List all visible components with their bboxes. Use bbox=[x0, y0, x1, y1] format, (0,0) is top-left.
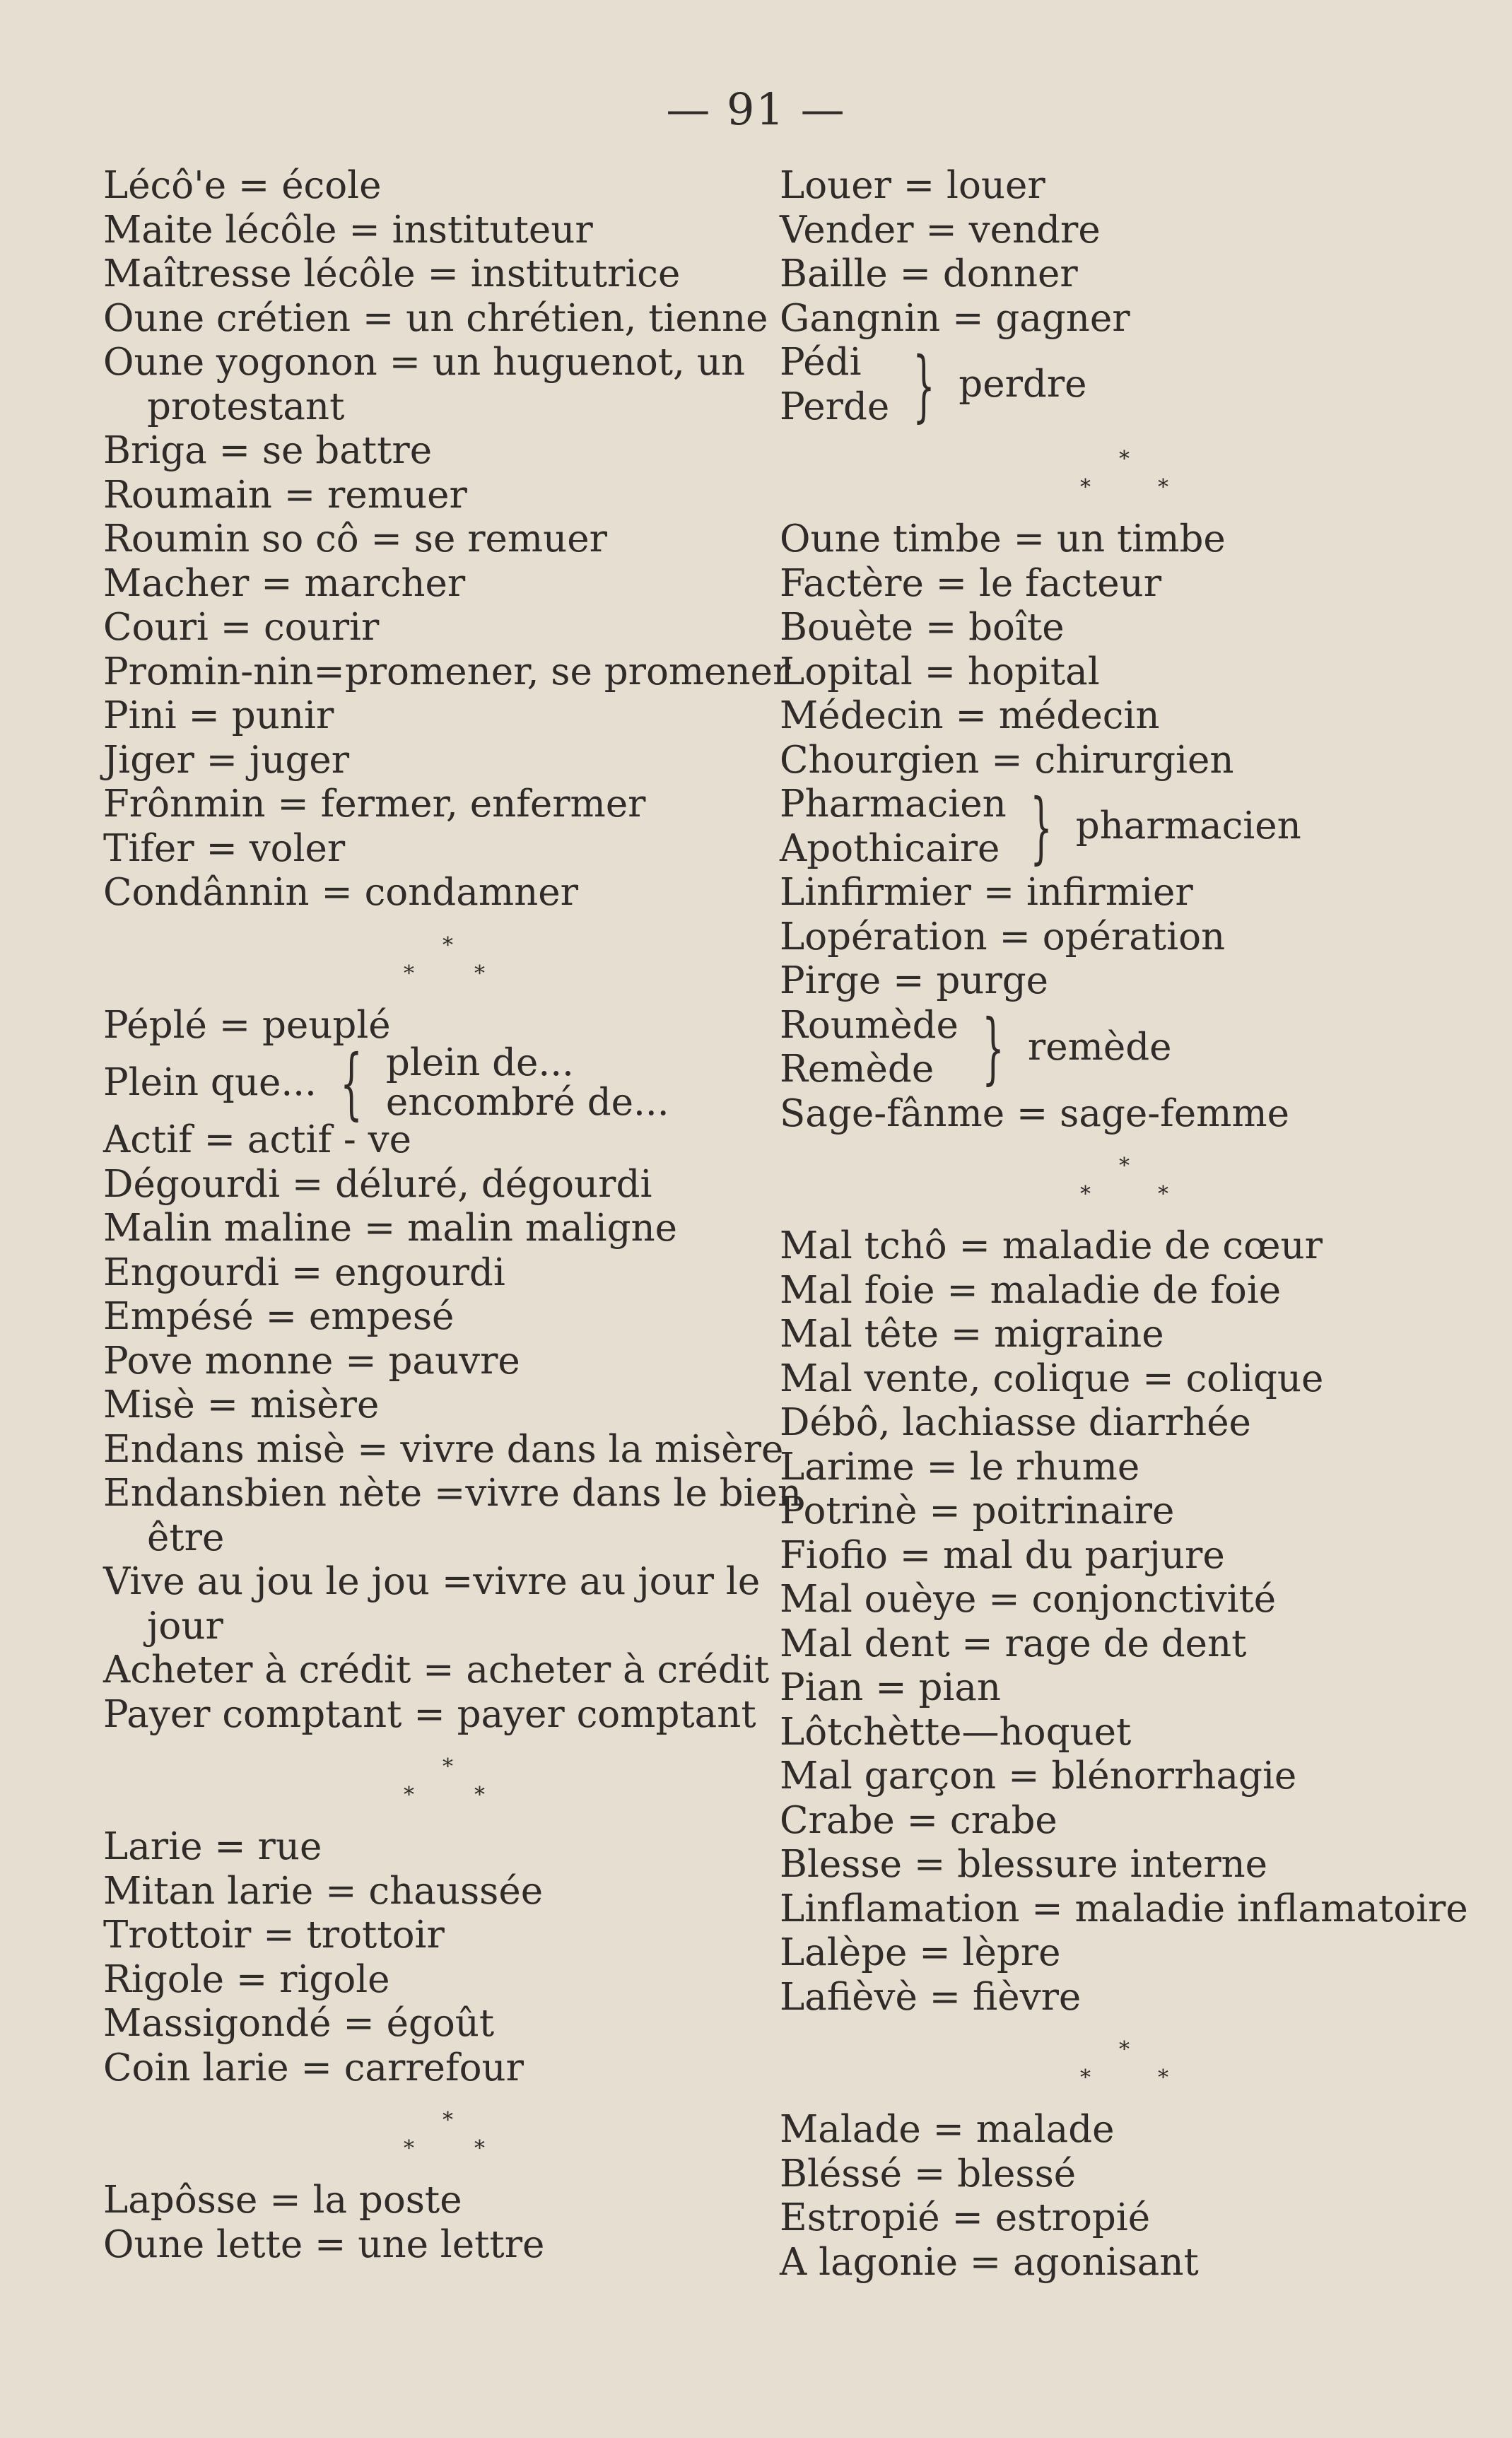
star: * bbox=[404, 961, 414, 986]
star: * bbox=[1119, 2037, 1130, 2062]
entry: Estropié = estropié bbox=[780, 2196, 1151, 2239]
entry: Larime = le rhume bbox=[780, 1445, 1140, 1489]
entry-group bbox=[780, 871, 1487, 1004]
entry: Rigole = rigole bbox=[103, 1957, 390, 2001]
brace-entry bbox=[780, 341, 1487, 429]
entry: Oune timbe = un timbe bbox=[780, 517, 1226, 561]
brace: } bbox=[982, 1002, 1004, 1093]
entry: Oune yogonon = un huguenot, un bbox=[103, 341, 746, 384]
entry: Chourgien = chirurgien bbox=[780, 738, 1234, 782]
entry: Actif = actif - ve bbox=[103, 1118, 411, 1161]
entry: Tifer = voler bbox=[103, 826, 346, 870]
star: * bbox=[443, 2108, 453, 2133]
entry: Vive au jou le jou =vivre au jour le bbox=[103, 1560, 761, 1603]
entry: Oune lette = une lettre bbox=[103, 2222, 545, 2266]
star: * bbox=[1158, 2065, 1168, 2090]
entry-group bbox=[103, 1118, 784, 1472]
entry: Condânnin = condamner bbox=[103, 871, 578, 914]
entry-group bbox=[103, 1648, 770, 1737]
star: * bbox=[1158, 475, 1168, 500]
entry: Gangnin = gagner bbox=[780, 296, 1130, 340]
definition: plein de... bbox=[385, 1041, 574, 1084]
entry: Roumain = remuer bbox=[103, 473, 467, 517]
entry: Coin larie = carrefour bbox=[103, 2046, 524, 2090]
brace-terms bbox=[780, 783, 1007, 871]
definition: perdre bbox=[959, 363, 1087, 406]
entry-continuation: jour bbox=[147, 1604, 223, 1648]
entry: Mal foie = maladie de foie bbox=[780, 1268, 1282, 1312]
star: * bbox=[1158, 1182, 1168, 1207]
entry-term: Perde bbox=[780, 385, 890, 428]
brace-definitions bbox=[386, 1043, 669, 1123]
entry: Pirge = purge bbox=[780, 959, 1049, 1002]
entry-term: Remède bbox=[780, 1048, 934, 1091]
star: * bbox=[1080, 475, 1091, 500]
definition: encombré de... bbox=[385, 1081, 669, 1124]
entry-group bbox=[780, 1224, 1487, 2020]
entry: Dégourdi = déluré, dégourdi bbox=[103, 1162, 652, 1206]
entry: Linflamation = maladie inflamatoire bbox=[780, 1887, 1468, 1930]
entry: Maite lécôle = instituteur bbox=[103, 208, 593, 252]
page-number: — 91 — bbox=[666, 83, 846, 135]
entry-term: Apothicaire bbox=[780, 826, 1000, 870]
entry: Endansbien nète =vivre dans le bien bbox=[103, 1472, 802, 1515]
entry: Mal garçon = blénorrhagie bbox=[780, 1754, 1297, 1798]
entry: Factère = le facteur bbox=[780, 561, 1162, 605]
star: * bbox=[474, 961, 485, 986]
entry: Potrinè = poitrinaire bbox=[780, 1489, 1175, 1532]
entry-group bbox=[103, 429, 791, 915]
star: * bbox=[474, 1783, 485, 1807]
entry: Macher = marcher bbox=[103, 561, 466, 605]
entry-continuation: protestant bbox=[147, 385, 345, 428]
entry: Pian = pian bbox=[780, 1666, 1002, 1709]
star: * bbox=[1119, 447, 1130, 471]
entry: Vender = vendre bbox=[780, 208, 1101, 252]
entry-group bbox=[780, 1092, 1487, 1137]
entry-group bbox=[780, 164, 1487, 341]
section-separator bbox=[780, 2020, 1487, 2108]
entry: Mal tchô = maladie de cœur bbox=[780, 1224, 1323, 1267]
entry: Mal dent = rage de dent bbox=[780, 1622, 1247, 1665]
entry: Lécô'e = école bbox=[103, 164, 382, 207]
entry: Médecin = médecin bbox=[780, 694, 1160, 737]
entry: Mitan larie = chaussée bbox=[103, 1869, 544, 1913]
star: * bbox=[443, 932, 453, 958]
right-column bbox=[780, 164, 1487, 2285]
entry-group bbox=[103, 164, 768, 341]
entry: Engourdi = engourdi bbox=[103, 1250, 505, 1294]
entry: Bléssé = blessé bbox=[780, 2152, 1077, 2196]
entry-term: Pédi bbox=[780, 341, 862, 384]
entry: Sage-fânme = sage-femme bbox=[780, 1091, 1290, 1135]
entry: Roumin so cô = se remuer bbox=[103, 517, 607, 561]
entry: Trottoir = trottoir bbox=[103, 1914, 445, 1957]
entry: Oune crétien = un chrétien, tienne bbox=[103, 296, 768, 340]
entry: Maîtresse lécôle = institutrice bbox=[103, 252, 681, 295]
entry: Lafièvè = fièvre bbox=[780, 1975, 1082, 2019]
entry: Lopital = hopital bbox=[780, 650, 1100, 693]
entry: A lagonie = agonisant bbox=[780, 2240, 1199, 2284]
entry: Lopération = opération bbox=[780, 915, 1226, 959]
entry: Baille = donner bbox=[780, 252, 1078, 295]
brace-terms bbox=[780, 341, 889, 429]
entry: Malin maline = malin maligne bbox=[103, 1207, 678, 1250]
entry: Blesse = blessure interne bbox=[780, 1843, 1268, 1886]
entry: Fiofio = mal du parjure bbox=[780, 1533, 1225, 1577]
brace-entry bbox=[780, 783, 1487, 871]
brace-entry bbox=[780, 1004, 1487, 1092]
brace: } bbox=[913, 339, 936, 430]
entry: Couri = courir bbox=[103, 606, 380, 649]
entry: Mal ouèye = conjonctivité bbox=[780, 1578, 1277, 1621]
entry: Mal vente, colique = colique bbox=[780, 1356, 1324, 1400]
entry: Linfirmier = infirmier bbox=[780, 871, 1193, 914]
entry: Promin-nin=promener, se promener bbox=[103, 650, 791, 693]
brace: { bbox=[340, 1038, 363, 1128]
entry: Malade = malade bbox=[780, 2108, 1115, 2151]
entry-group bbox=[780, 517, 1487, 783]
entry: Bouète = boîte bbox=[780, 606, 1065, 649]
entry: Crabe = crabe bbox=[780, 1798, 1057, 1842]
entry-group bbox=[103, 2179, 761, 2267]
star: * bbox=[1080, 1182, 1091, 1207]
entry: Acheter à crédit = acheter à crédit bbox=[103, 1648, 770, 1692]
entry: Briga = se battre bbox=[103, 429, 433, 472]
entry: Massigondé = égoût bbox=[103, 2002, 495, 2045]
star: * bbox=[404, 1783, 414, 1807]
entry: Jiger = juger bbox=[103, 738, 350, 782]
section-separator bbox=[780, 1136, 1487, 1224]
star: * bbox=[1080, 2065, 1091, 2090]
entry-continuation: être bbox=[147, 1516, 225, 1559]
entry: Lôtchètte—hoquet bbox=[780, 1710, 1132, 1754]
section-separator bbox=[103, 915, 761, 1004]
definition: remède bbox=[1027, 1025, 1172, 1069]
entry: Endans misè = vivre dans la misère bbox=[103, 1427, 784, 1471]
section-separator bbox=[103, 2090, 761, 2179]
entry: Pini = punir bbox=[103, 694, 334, 737]
entry: Frônmin = fermer, enfermer bbox=[103, 783, 646, 826]
entry: Lapôsse = la poste bbox=[103, 2179, 462, 2222]
star: * bbox=[404, 2136, 414, 2161]
entry-group bbox=[780, 2108, 1487, 2285]
brace-terms bbox=[780, 1004, 959, 1092]
entry: Misè = misère bbox=[103, 1383, 380, 1426]
entry-term: Pharmacien bbox=[780, 783, 1007, 826]
entry-term: Roumède bbox=[780, 1003, 959, 1047]
entry: Louer = louer bbox=[780, 164, 1045, 207]
star: * bbox=[1119, 1154, 1130, 1178]
section-separator bbox=[103, 1737, 761, 1825]
definition: pharmacien bbox=[1075, 804, 1301, 848]
entry: Mal tête = migraine bbox=[780, 1313, 1164, 1356]
entry: Larie = rue bbox=[103, 1825, 322, 1868]
entry-term: Plein que... bbox=[103, 1060, 317, 1104]
star: * bbox=[443, 1754, 453, 1779]
left-column bbox=[103, 164, 802, 2267]
brace: } bbox=[1029, 781, 1053, 872]
entry: Péplé = peuplé bbox=[103, 1003, 391, 1047]
section-separator bbox=[780, 429, 1487, 517]
brace-entry bbox=[103, 1038, 761, 1128]
entry-group bbox=[103, 1825, 761, 2090]
entry: Pove monne = pauvre bbox=[103, 1339, 520, 1383]
entry: Débô, lachiasse diarrhée bbox=[780, 1401, 1251, 1444]
entry: Empésé = empesé bbox=[103, 1295, 455, 1338]
entry: Payer comptant = payer comptant bbox=[103, 1692, 756, 1736]
star: * bbox=[474, 2136, 485, 2161]
entry: Lalèpe = lèpre bbox=[780, 1931, 1061, 1974]
